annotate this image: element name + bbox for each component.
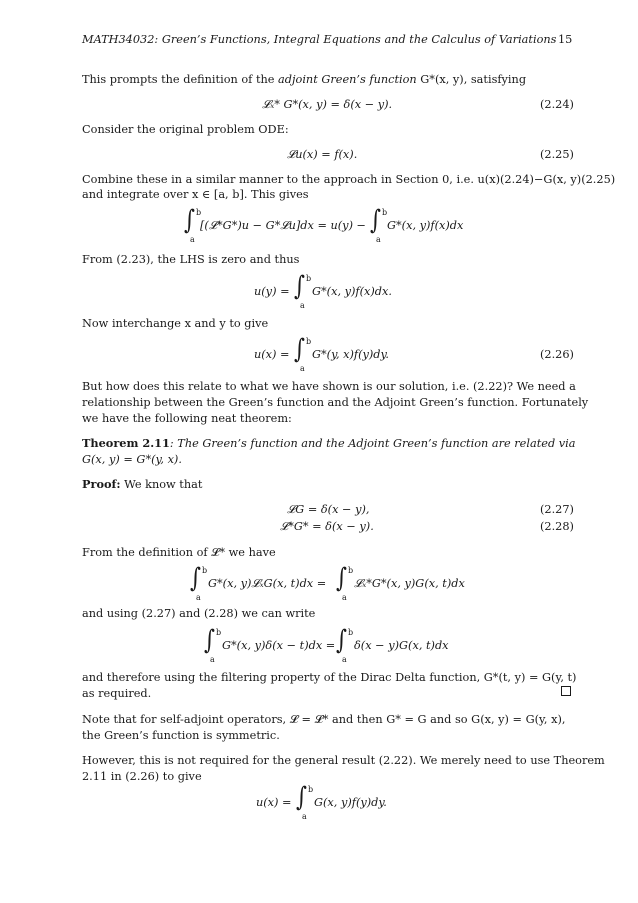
equation-definition-right: 𝓛ₓ*G*(x, y)G(x, t)dx <box>354 577 465 590</box>
paragraph-relation-line-2: relationship between the Green’s function and the Adjoint Green’s function. Fortunately <box>82 396 589 409</box>
integral-sign: ∫ <box>190 562 201 593</box>
upper-limit: b <box>348 628 354 637</box>
integral-sign: ∫ <box>184 204 195 235</box>
theorem-statement-line-2: G(x, y) = G*(y, x). <box>82 453 182 466</box>
page-number: 15 <box>558 33 573 46</box>
equation-write-left-integral <box>204 624 222 664</box>
lower-limit: a <box>342 655 347 664</box>
equation-integral-combined-lhs: [(𝓛*G*)u − G*𝓛u]dx = u(y) − <box>200 219 367 232</box>
paragraph-self-adjoint-line-1: Note that for self-adjoint operators, 𝓛 = 𝓛* and then G* = G and so G(x, y) = G(y, x), <box>82 713 566 726</box>
upper-limit: b <box>306 337 312 346</box>
equation-u-of-y-right: G*(x, y)f(x)dx. <box>312 285 392 298</box>
equation-final-integral <box>296 781 314 821</box>
equation-2-26-left: u(x) = <box>254 348 290 361</box>
equation-integral-combined-rhs-integral <box>370 204 388 244</box>
upper-limit: b <box>348 566 354 575</box>
lower-limit: a <box>300 301 305 310</box>
equation-number-2-28: (2.28) <box>540 520 574 533</box>
equation-2-26-integral <box>294 333 312 373</box>
paragraph-text: This prompts the definition of the <box>82 73 279 86</box>
paragraph-general-result-line-1: However, this is not required for the general result (2.22). We merely need to use Theorem <box>82 754 605 767</box>
lower-limit: a <box>196 593 201 602</box>
paragraph-original-ode: Consider the original problem ODE: <box>82 123 289 136</box>
paragraph-text-end: G*(x, y), satisfying <box>416 73 527 86</box>
integral-sign: ∫ <box>336 624 347 655</box>
equation-integral-combined <box>184 204 202 244</box>
paragraph-using-equations: and using (2.27) and (2.28) we can write <box>82 607 316 620</box>
equation-write-right-integral <box>336 624 354 664</box>
upper-limit: b <box>306 274 312 283</box>
integral-sign: ∫ <box>296 781 307 812</box>
theorem-2-11 <box>82 436 576 451</box>
upper-limit: b <box>202 566 208 575</box>
paragraph-combine-line-1: Combine these in a similar manner to the approach in Section 0, i.e. u(x)(2.24)−G(x, y)(2.25) <box>82 173 616 186</box>
equation-2-27: 𝓛G = δ(x − y), <box>287 503 370 516</box>
paragraph-general-result-line-2: 2.11 in (2.26) to give <box>82 770 202 783</box>
upper-limit: b <box>382 208 388 217</box>
equation-final-left: u(x) = <box>256 796 292 809</box>
paragraph-interchange: Now interchange x and y to give <box>82 317 269 330</box>
paragraph-filtering-line-2: as required. <box>82 687 152 700</box>
qed-square-icon <box>561 686 571 696</box>
proof-text: We know that <box>120 478 203 491</box>
paragraph-relation-line-3: we have the following neat theorem: <box>82 412 292 425</box>
paragraph-filtering-line-1: and therefore using the filtering property of the Dirac Delta function, G*(t, y) = G(y, t) <box>82 671 577 684</box>
lower-limit: a <box>210 655 215 664</box>
equation-final-right: G(x, y)f(y)dy. <box>314 796 387 809</box>
emphasis-adjoint-greens-function: adjoint Green’s function <box>278 73 417 86</box>
paragraph-relation-line-1: But how does this relate to what we have shown is our solution, i.e. (2.22)? We need a <box>82 380 576 393</box>
equation-definition-left: G*(x, y)𝓛ₓG(x, t)dx = <box>208 577 327 590</box>
upper-limit: b <box>196 208 202 217</box>
integral-sign: ∫ <box>370 204 381 235</box>
lower-limit: a <box>302 812 307 821</box>
equation-2-28: 𝓛*G* = δ(x − y). <box>280 520 374 533</box>
lower-limit: a <box>342 593 347 602</box>
upper-limit: b <box>308 785 314 794</box>
lower-limit: a <box>300 364 305 373</box>
equation-write-right: δ(x − y)G(x, t)dx <box>354 639 449 652</box>
paragraph-self-adjoint-line-2: the Green’s function is symmetric. <box>82 729 280 742</box>
integral-sign: ∫ <box>336 562 347 593</box>
equation-integral-combined-rhs: G*(x, y)f(x)dx <box>387 219 464 232</box>
equation-number-2-25: (2.25) <box>540 148 574 161</box>
lower-limit: a <box>190 235 195 244</box>
paragraph-definition-of-adjoint: From the definition of 𝓛* we have <box>82 546 276 559</box>
lower-limit: a <box>376 235 381 244</box>
equation-number-2-24: (2.24) <box>540 98 574 111</box>
paragraph-adjoint-definition <box>82 72 526 87</box>
integral-sign: ∫ <box>294 333 305 364</box>
equation-u-of-y-integral <box>294 270 312 310</box>
running-header-title: MATH34032: Green’s Functions, Integral Equations and the Calculus of Variations <box>82 33 557 46</box>
proof-label: Proof: <box>82 477 121 491</box>
equation-number-2-26: (2.26) <box>540 348 574 361</box>
equation-definition-right-integral <box>336 562 354 602</box>
paragraph-lhs-zero: From (2.23), the LHS is zero and thus <box>82 253 300 266</box>
equation-number-2-27: (2.27) <box>540 503 574 516</box>
equation-write-left: G*(x, y)δ(x − t)dx = <box>222 639 336 652</box>
equation-2-24: 𝓛ₓ* G*(x, y) = δ(x − y). <box>262 98 393 111</box>
upper-limit: b <box>216 628 222 637</box>
theorem-label: Theorem 2.11 <box>82 436 170 450</box>
equation-u-of-y-left: u(y) = <box>254 285 290 298</box>
equation-2-26-right: G*(y, x)f(y)dy. <box>312 348 390 361</box>
equation-definition-left-integral <box>190 562 208 602</box>
integral-sign: ∫ <box>204 624 215 655</box>
equation-2-25: 𝓛u(x) = f(x). <box>287 148 358 161</box>
paragraph-combine-line-2: and integrate over x ∈ [a, b]. This gives <box>82 188 309 201</box>
integral-sign: ∫ <box>294 270 305 301</box>
proof-intro <box>82 477 202 492</box>
theorem-statement: : The Green’s function and the Adjoint Green’s function are related via <box>169 437 576 450</box>
